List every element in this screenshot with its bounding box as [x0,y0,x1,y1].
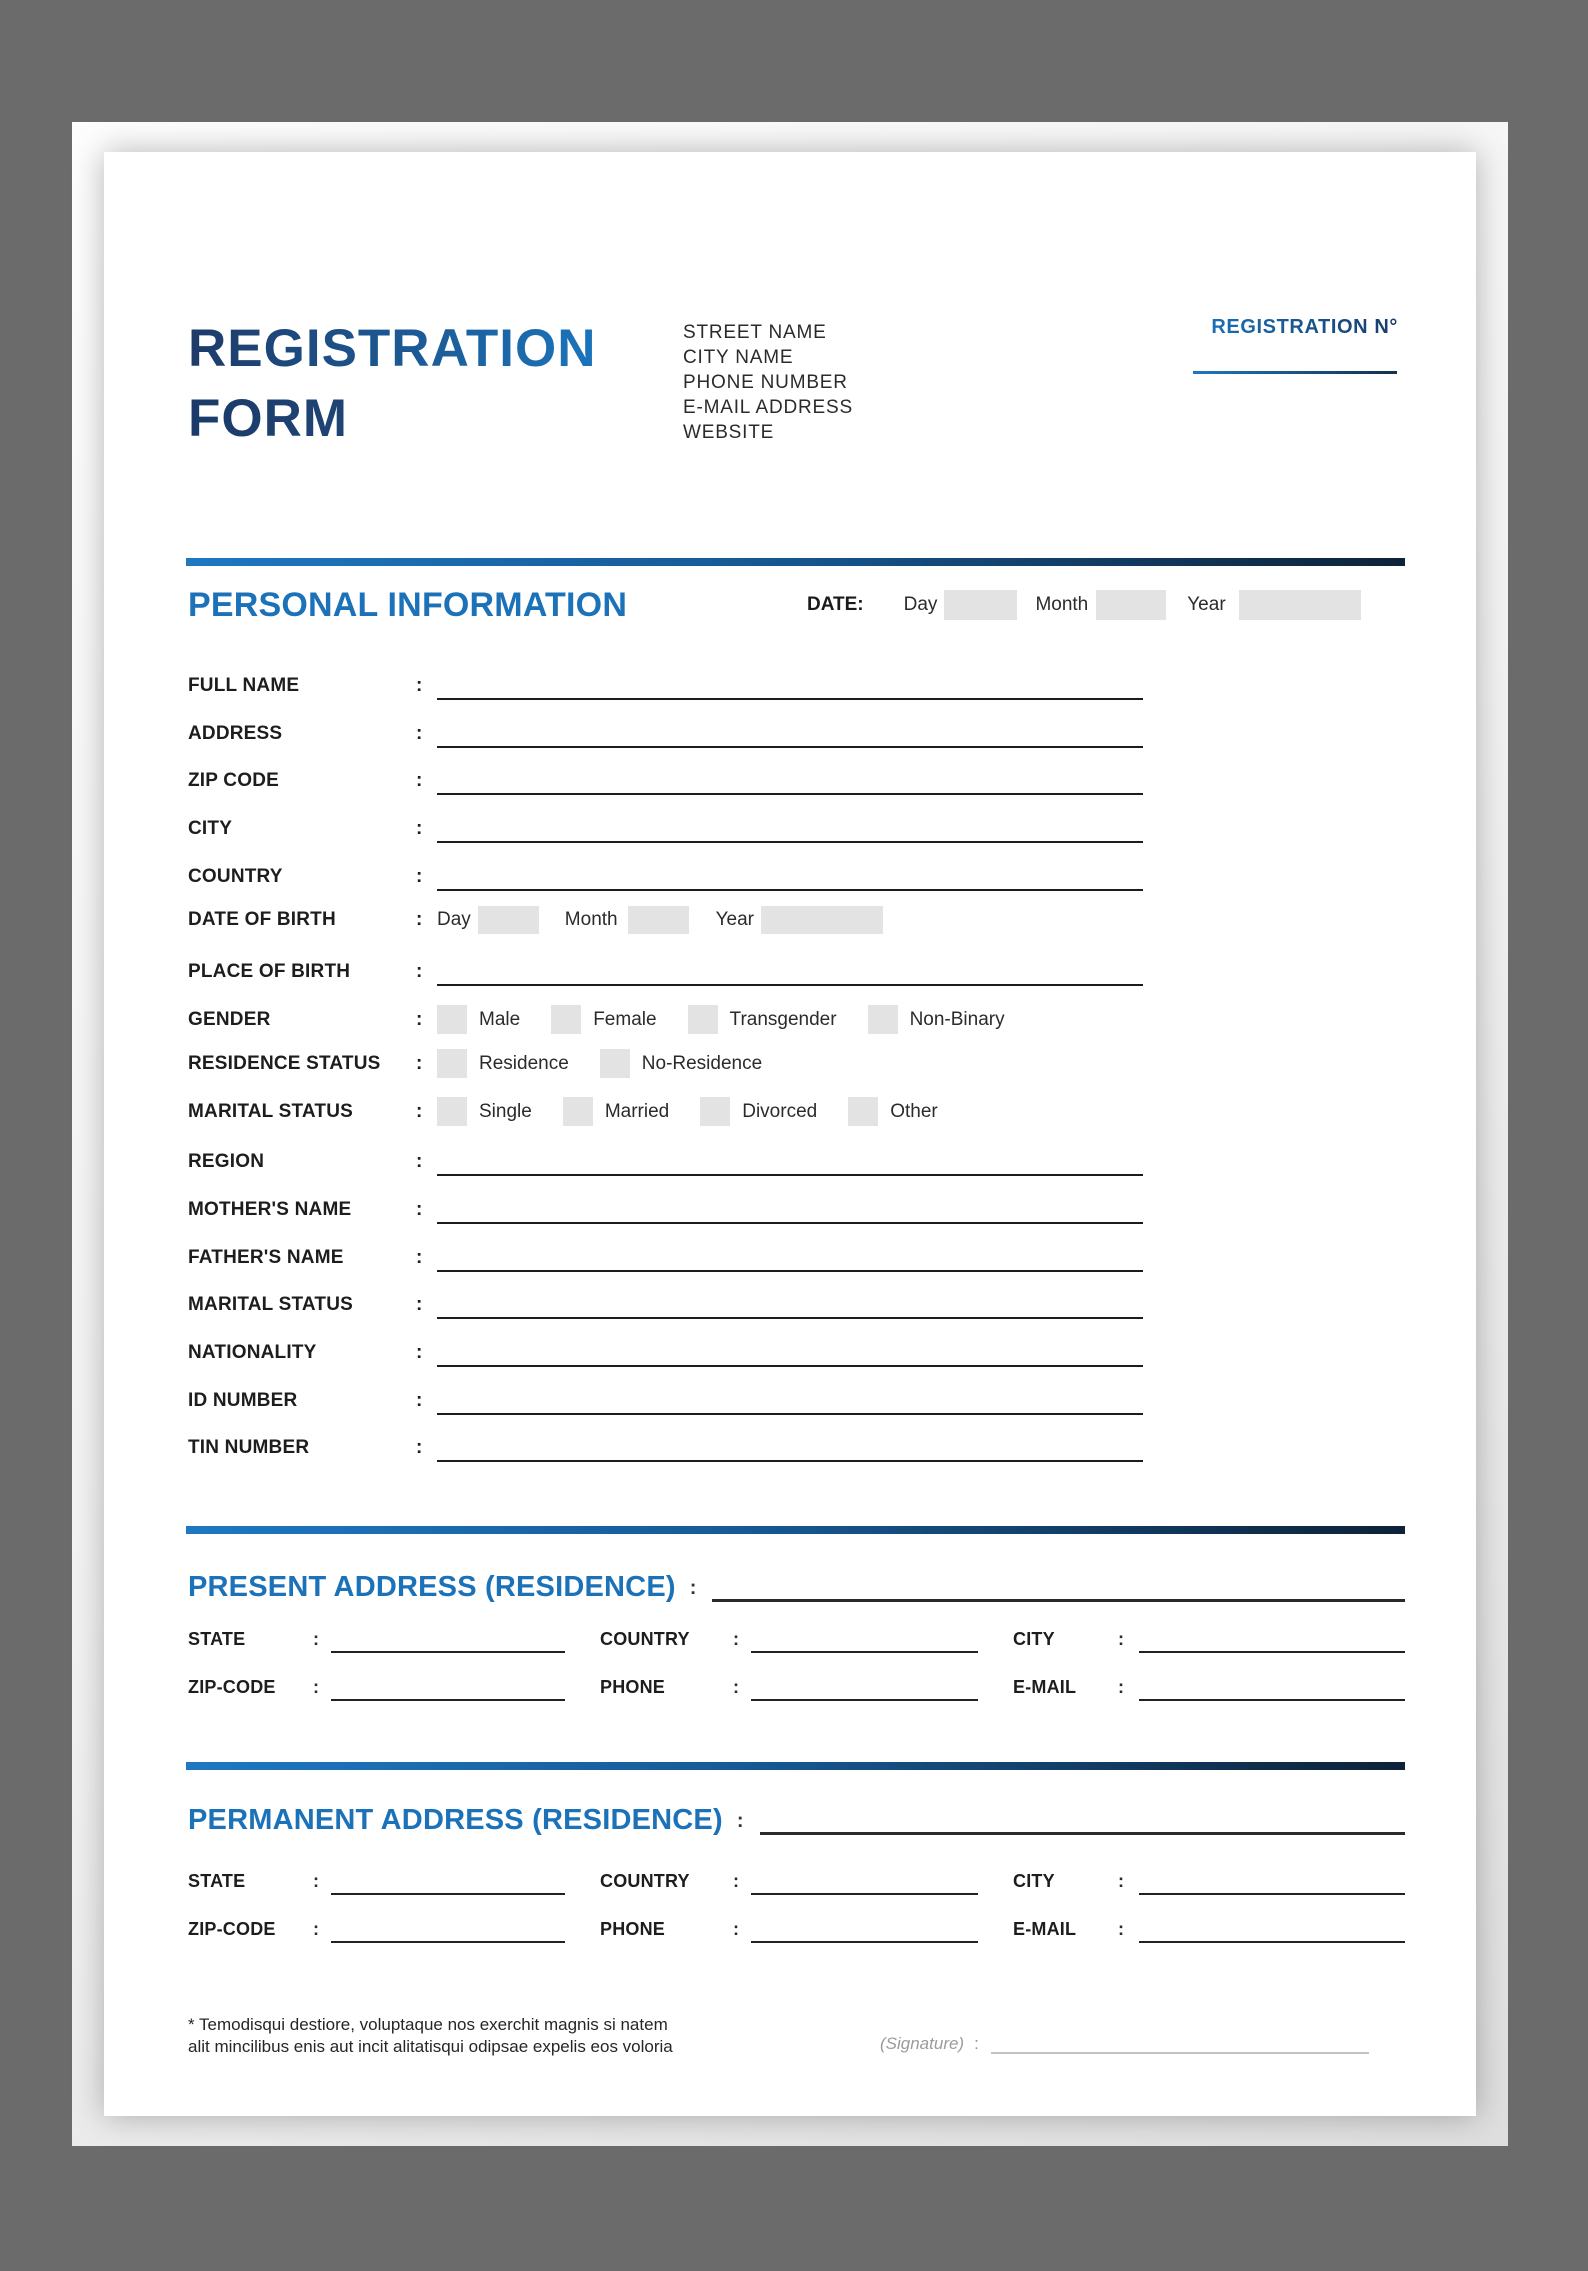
dob-year-box[interactable] [761,906,883,934]
colon: : [313,1919,319,1939]
option-label: Non-Binary [909,1009,1005,1030]
gender-option-non-binary [868,1005,1005,1034]
colon: : [1118,1629,1124,1649]
option-label: Other [890,1101,938,1122]
form-row-fathers-name [188,1244,1143,1272]
colon: : [733,1677,739,1697]
field-label: COUNTRY [600,1871,690,1891]
colon: : [416,770,423,791]
form-row-tin-number [188,1434,1143,1462]
option-label: Male [479,1009,521,1030]
field-label: E-MAIL [1013,1677,1077,1697]
colon: : [1118,1919,1124,1939]
date-year-box[interactable] [1239,590,1361,620]
colon: : [416,1199,423,1220]
permanent-phone-input-line[interactable] [751,1915,978,1943]
colon: : [416,723,423,744]
option-label: Married [604,1101,670,1122]
present-phone-input-line[interactable] [751,1673,978,1701]
fathers-name-input-line[interactable] [437,1242,1143,1272]
footnote-line2: alit mincilibus enis aut incit alitatisqui odipsae expelis eos voloria [188,2037,673,2056]
dob-month-label: Month [564,909,618,930]
dob-day-label: Day [437,909,471,930]
form-title [188,314,597,454]
date-day-label: Day [903,594,938,615]
colon: : [733,1629,739,1649]
form-title-line1: REGISTRATION [188,314,597,384]
dob-month-box[interactable] [628,906,689,934]
field-label: STATE [188,1871,246,1891]
option-label: Female [593,1009,657,1030]
gender-option-female [551,1005,656,1034]
form-row-country [188,863,1143,891]
contact-website: WEBSITE [683,422,775,443]
gender-transgender-checkbox[interactable] [688,1005,718,1034]
permanent-phone-field [600,1917,978,1943]
present-state-field [188,1627,565,1653]
permanent-email-field [1013,1917,1405,1943]
colon: : [1118,1677,1124,1697]
registration-number-label: REGISTRATION N° [1211,316,1398,338]
permanent-city-input-line[interactable] [1139,1867,1405,1895]
zip-code-input-line[interactable] [437,765,1143,795]
field-label: CITY [1013,1871,1055,1891]
colon: : [416,1101,423,1122]
gender-option-male [437,1005,520,1034]
residence-option-no-residence [600,1049,762,1078]
signature-input-line[interactable] [991,2034,1369,2054]
gender-non-binary-checkbox[interactable] [868,1005,898,1034]
field-label: ID NUMBER [188,1390,298,1411]
field-label: NATIONALITY [188,1342,317,1363]
option-label: No-Residence [641,1053,763,1074]
present-address-input-line[interactable] [712,1569,1405,1602]
registration-number-input-line[interactable] [1193,371,1397,374]
gender-female-checkbox[interactable] [551,1005,581,1034]
form-row-full-name [188,672,1143,700]
field-label: PHONE [600,1677,666,1697]
field-label: PLACE OF BIRTH [188,961,351,982]
permanent-country-field [600,1869,978,1895]
colon: : [416,1247,423,1268]
form-row-address [188,720,1143,748]
present-phone-field [600,1675,978,1701]
field-label: PHONE [600,1919,666,1939]
colon: : [736,1810,744,1832]
colon: : [313,1871,319,1891]
permanent-country-input-line[interactable] [751,1867,978,1895]
present-country-field [600,1627,978,1653]
contact-email: E-MAIL ADDRESS [683,397,853,418]
section-divider [186,558,1405,566]
colon: : [416,961,423,982]
present-state-input-line[interactable] [331,1625,565,1653]
field-label: CITY [188,818,233,839]
option-label: Transgender [729,1009,837,1030]
present-city-input-line[interactable] [1139,1625,1405,1653]
city-input-line[interactable] [437,813,1143,843]
colon: : [416,1437,423,1458]
field-label: CITY [1013,1629,1055,1649]
field-label: FATHER'S NAME [188,1247,344,1268]
date-month-box[interactable] [1096,590,1166,620]
field-label: ZIP-CODE [188,1677,276,1697]
form-row-date-of-birth [188,906,883,934]
option-label: Residence [479,1053,569,1074]
form-row-region [188,1148,1143,1176]
place-of-birth-input-line[interactable] [437,956,1143,986]
tin-number-input-line[interactable] [437,1432,1143,1462]
other-checkbox[interactable] [848,1097,878,1126]
permanent-state-field [188,1869,565,1895]
company-contact-block [683,320,853,445]
permanent-zip-code-input-line[interactable] [331,1915,565,1943]
marital-status-input-line[interactable] [437,1289,1143,1319]
permanent-state-input-line[interactable] [331,1867,565,1895]
permanent-city-field [1013,1869,1405,1895]
colon: : [1118,1871,1124,1891]
field-label: ADDRESS [188,723,283,744]
dob-year-label: Year [715,909,754,930]
date-day-box[interactable] [944,590,1017,620]
registration-form-page [104,152,1476,2116]
colon: : [974,2034,979,2053]
permanent-address-title-row [188,1805,1405,1835]
gender-male-checkbox[interactable] [437,1005,467,1034]
residence-option-residence [437,1049,569,1078]
colon: : [416,866,423,887]
marital-option-single [437,1097,532,1126]
colon: : [733,1919,739,1939]
date-year-label: Year [1187,594,1226,615]
colon: : [689,1577,697,1599]
colon: : [416,1342,423,1363]
form-row-nationality [188,1339,1143,1367]
colon: : [733,1871,739,1891]
field-label: FULL NAME [188,675,300,696]
signature-label: (Signature) [880,2034,965,2053]
section-divider [186,1526,1405,1534]
marital-option-other [848,1097,938,1126]
address-input-line[interactable] [437,718,1143,748]
form-row-city [188,815,1143,843]
form-row-residence-status [188,1050,793,1078]
field-label: STATE [188,1629,246,1649]
contact-phone: PHONE NUMBER [683,372,848,393]
country-input-line[interactable] [437,861,1143,891]
id-number-input-line[interactable] [437,1385,1143,1415]
present-email-input-line[interactable] [1139,1673,1405,1701]
form-row-id-number [188,1387,1143,1415]
present-city-field [1013,1627,1405,1653]
nationality-input-line[interactable] [437,1337,1143,1367]
field-label: ZIP CODE [188,770,279,791]
field-label: ZIP-CODE [188,1919,276,1939]
form-date-row [807,590,1361,620]
option-label: Single [479,1101,532,1122]
no-residence-checkbox[interactable] [600,1049,630,1078]
field-label: DATE OF BIRTH [188,909,336,930]
gender-option-transgender [688,1005,837,1034]
colon: : [313,1677,319,1697]
colon: : [416,1053,423,1074]
field-label: TIN NUMBER [188,1437,310,1458]
present-email-field [1013,1675,1405,1701]
present-zip-code-field [188,1675,565,1701]
full-name-input-line[interactable] [437,670,1143,700]
field-label: MOTHER'S NAME [188,1199,352,1220]
footnote-line1: * Temodisqui destiore, voluptaque nos exerchit magnis si natem [188,2015,668,2034]
present-zip-code-input-line[interactable] [331,1673,565,1701]
field-label: MARITAL STATUS [188,1101,353,1122]
permanent-address-input-line[interactable] [760,1802,1406,1835]
form-row-gender [188,1006,1036,1034]
form-row-mothers-name [188,1196,1143,1224]
date-label: DATE: [807,594,864,615]
region-input-line[interactable] [437,1146,1143,1176]
form-row-marital-status-line [188,1291,1143,1319]
field-label: COUNTRY [188,866,283,887]
field-label: GENDER [188,1009,271,1030]
colon: : [313,1629,319,1649]
married-checkbox[interactable] [563,1097,593,1126]
permanent-zip-code-field [188,1917,565,1943]
divorced-checkbox[interactable] [700,1097,730,1126]
marital-option-divorced [700,1097,817,1126]
present-address-title-row [188,1572,1405,1602]
paper-sheet [72,122,1508,2146]
colon: : [416,1151,423,1172]
date-month-label: Month [1035,594,1089,615]
present-country-input-line[interactable] [751,1625,978,1653]
colon: : [416,1390,423,1411]
dob-day-box[interactable] [478,906,539,934]
form-row-place-of-birth [188,958,1143,986]
single-checkbox[interactable] [437,1097,467,1126]
residence-checkbox[interactable] [437,1049,467,1078]
signature-row [880,2034,1369,2054]
form-row-marital-status [188,1098,969,1126]
permanent-address-heading: PERMANENT ADDRESS (RESIDENCE) [188,1804,723,1836]
permanent-email-input-line[interactable] [1139,1915,1405,1943]
mothers-name-input-line[interactable] [437,1194,1143,1224]
contact-street: STREET NAME [683,322,827,343]
section-divider [186,1762,1405,1770]
field-label: MARITAL STATUS [188,1294,353,1315]
personal-information-heading: PERSONAL INFORMATION [188,586,628,624]
field-label: REGION [188,1151,265,1172]
form-row-zip-code [188,767,1143,795]
colon: : [416,909,423,930]
field-label: RESIDENCE STATUS [188,1053,381,1074]
option-label: Divorced [742,1101,818,1122]
marital-option-married [563,1097,669,1126]
field-label: E-MAIL [1013,1919,1077,1939]
colon: : [416,675,423,696]
field-label: COUNTRY [600,1629,690,1649]
contact-city: CITY NAME [683,347,794,368]
footnote [188,2014,673,2058]
present-address-heading: PRESENT ADDRESS (RESIDENCE) [188,1571,676,1603]
colon: : [416,1009,423,1030]
colon: : [416,818,423,839]
form-title-line2: FORM [188,384,597,454]
colon: : [416,1294,423,1315]
